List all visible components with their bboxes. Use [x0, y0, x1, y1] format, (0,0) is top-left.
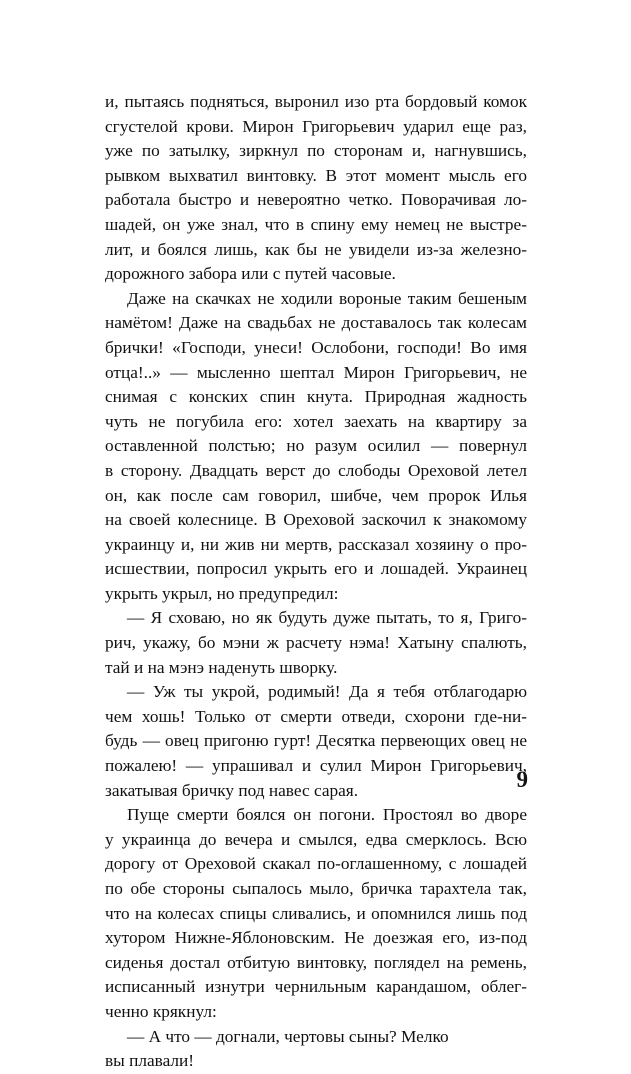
text-line: отца!..» — мысленно шептал Мирон Григорьевич, не — [105, 362, 527, 382]
text-line: лит, и боялся лишь, как бы не увидели из-за железно- — [105, 239, 527, 259]
text-line: оставленной полстью; но разум осилил — повернул — [105, 436, 527, 456]
text-line: сгустелой крови. Мирон Григорьевич ударил еще раз, — [105, 116, 527, 136]
text-line: рич, укажу, бо мэни ж расчету нэма! Хатыну спалють, — [105, 633, 527, 653]
text-line: украинцу и, ни жив ни мертв, рассказал хозяину о про- — [105, 534, 527, 554]
text-line: уже по затылку, зиркнул по сторонам и, нагнувшись, — [105, 141, 527, 161]
text-line: исписанный изнутри чернильным карандашом, облег- — [105, 977, 527, 997]
text-line: сиденья достал отбитую винтовку, поглядел на ремень, — [105, 952, 527, 972]
text-line: у украинца до вечера и смылся, едва смерклось. Всю — [105, 829, 527, 849]
text-line: намётом! Даже на свадьбах не доставалось так колесам — [105, 313, 527, 333]
text-line: шадей, он уже знал, что в спину ему немец не выстре- — [105, 214, 527, 234]
text-line: — Я сховаю, но як будуть дуже пытать, то я, Григо- — [127, 608, 527, 628]
text-line: снимая с конских спин кнута. Природная жадность — [105, 387, 527, 407]
text-line: на своей колеснице. В Ореховой заскочил к знакомому — [105, 510, 527, 530]
text-line: Даже на скачках не ходили вороные таким бешеным — [127, 288, 527, 308]
text-line: брички! «Господи, унеси! Ослобони, господи! Во имя — [105, 337, 527, 357]
text-line: исшествии, попросил укрыть его и лошадей. Украинец — [105, 559, 527, 579]
text-line: будь — овец пригоню гурт! Десятка первеющих овец не — [105, 731, 527, 751]
page-number: 9 — [516, 767, 528, 792]
text-line: ченно крякнул: — [105, 1001, 217, 1021]
text-line: рывком выхватил винтовку. В этот момент мысль его — [105, 165, 527, 185]
text-line: чуть не погубила его: хотел заехать на квартиру за — [105, 411, 527, 431]
text-line: чем хошь! Только от смерти отведи, схорони где-ни- — [105, 706, 527, 726]
text-line: укрыть укрыл, но предупредил: — [105, 583, 339, 603]
text-line: — Уж ты укрой, родимый! Да я тебя отблагодарю — [127, 682, 527, 702]
text-line: что на колесах спицы сливались, и опомнился лишь под — [105, 903, 527, 923]
text-line: дорожного забора или с путей часовые. — [105, 264, 396, 284]
text-line: вы плавали! — [105, 1051, 195, 1071]
text-line: — А что — догнали, чертовы сыны? Мелко — [127, 1026, 449, 1046]
text-line: хутором Нижне-Яблоновским. Не доезжая его, из-под — [105, 928, 527, 948]
body-text — [105, 90, 527, 1074]
text-line: дорогу от Ореховой скакал по-оглашенному, с лошадей — [105, 854, 527, 874]
text-line: закатывая бричку под навес сарая. — [105, 780, 359, 800]
text-line: работала быстро и невероятно четко. Поворачивая ло- — [105, 190, 527, 210]
text-line: он, как после сам говорил, шибче, чем пророк Илья — [105, 485, 527, 505]
text-line: тай и на мэнэ наденуть шворку. — [105, 657, 338, 677]
text-line: и, пытаясь подняться, выронил изо рта бордовый комок — [105, 92, 527, 111]
text-line: пожалею! — упрашивал и сулил Мирон Григорьевич, — [105, 756, 527, 776]
text-line: Пуще смерти боялся он погони. Простоял во дворе — [127, 805, 527, 825]
text-line: по обе стороны сыпалось мыло, бричка тарахтела так, — [105, 879, 527, 898]
text-line: в сторону. Двадцать верст до слободы Ореховой летел — [105, 460, 527, 480]
